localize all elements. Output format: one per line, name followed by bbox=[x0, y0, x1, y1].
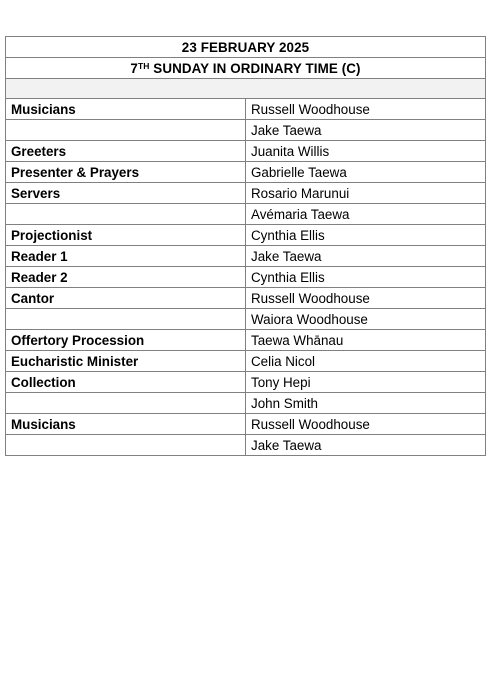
person-cell: Cynthia Ellis bbox=[246, 267, 486, 288]
person-cell: John Smith bbox=[246, 393, 486, 414]
occasion-title: SUNDAY IN ORDINARY TIME (C) bbox=[149, 60, 361, 76]
person-cell: Gabrielle Taewa bbox=[246, 162, 486, 183]
roster-row bbox=[6, 351, 486, 372]
role-cell: Cantor bbox=[6, 288, 246, 309]
roster-row bbox=[6, 372, 486, 393]
role-cell: Offertory Procession bbox=[6, 330, 246, 351]
spacer-cell bbox=[6, 79, 486, 99]
role-cell: Projectionist bbox=[6, 225, 246, 246]
role-cell: Greeters bbox=[6, 141, 246, 162]
role-cell: Servers bbox=[6, 183, 246, 204]
person-cell: Waiora Woodhouse bbox=[246, 309, 486, 330]
roster-row bbox=[6, 120, 486, 141]
person-cell: Russell Woodhouse bbox=[246, 99, 486, 120]
person-cell: Juanita Willis bbox=[246, 141, 486, 162]
occasion-ordinal-number: 7 bbox=[130, 60, 138, 76]
role-cell: Reader 2 bbox=[6, 267, 246, 288]
roster-table bbox=[5, 36, 486, 456]
roster-row bbox=[6, 99, 486, 120]
role-cell: Presenter & Prayers bbox=[6, 162, 246, 183]
roster-row bbox=[6, 246, 486, 267]
role-cell bbox=[6, 309, 246, 330]
role-cell: Reader 1 bbox=[6, 246, 246, 267]
role-cell: Musicians bbox=[6, 99, 246, 120]
date-row bbox=[6, 37, 486, 58]
role-cell: Eucharistic Minister bbox=[6, 351, 246, 372]
person-cell: Russell Woodhouse bbox=[246, 288, 486, 309]
roster-row bbox=[6, 330, 486, 351]
person-cell: Rosario Marunui bbox=[246, 183, 486, 204]
person-cell: Celia Nicol bbox=[246, 351, 486, 372]
occasion-heading bbox=[6, 58, 486, 79]
role-cell bbox=[6, 435, 246, 456]
occasion-ordinal-suffix: TH bbox=[137, 60, 150, 71]
date-heading: 23 FEBRUARY 2025 bbox=[6, 37, 486, 58]
spacer-row bbox=[6, 79, 486, 99]
occasion-row bbox=[6, 58, 486, 79]
roster-row bbox=[6, 183, 486, 204]
roster-row bbox=[6, 267, 486, 288]
role-cell bbox=[6, 204, 246, 225]
role-cell: Collection bbox=[6, 372, 246, 393]
roster-row bbox=[6, 204, 486, 225]
person-cell: Cynthia Ellis bbox=[246, 225, 486, 246]
role-cell bbox=[6, 393, 246, 414]
roster-row bbox=[6, 435, 486, 456]
role-cell: Musicians bbox=[6, 414, 246, 435]
person-cell: Taewa Whānau bbox=[246, 330, 486, 351]
roster-row bbox=[6, 414, 486, 435]
roster-row bbox=[6, 393, 486, 414]
person-cell: Jake Taewa bbox=[246, 120, 486, 141]
person-cell: Russell Woodhouse bbox=[246, 414, 486, 435]
roster-row bbox=[6, 141, 486, 162]
roster-row bbox=[6, 162, 486, 183]
role-cell bbox=[6, 120, 246, 141]
roster-row bbox=[6, 225, 486, 246]
roster-row bbox=[6, 288, 486, 309]
person-cell: Avémaria Taewa bbox=[246, 204, 486, 225]
person-cell: Jake Taewa bbox=[246, 246, 486, 267]
roster-table-body bbox=[6, 37, 486, 456]
roster-row bbox=[6, 309, 486, 330]
person-cell: Jake Taewa bbox=[246, 435, 486, 456]
person-cell: Tony Hepi bbox=[246, 372, 486, 393]
